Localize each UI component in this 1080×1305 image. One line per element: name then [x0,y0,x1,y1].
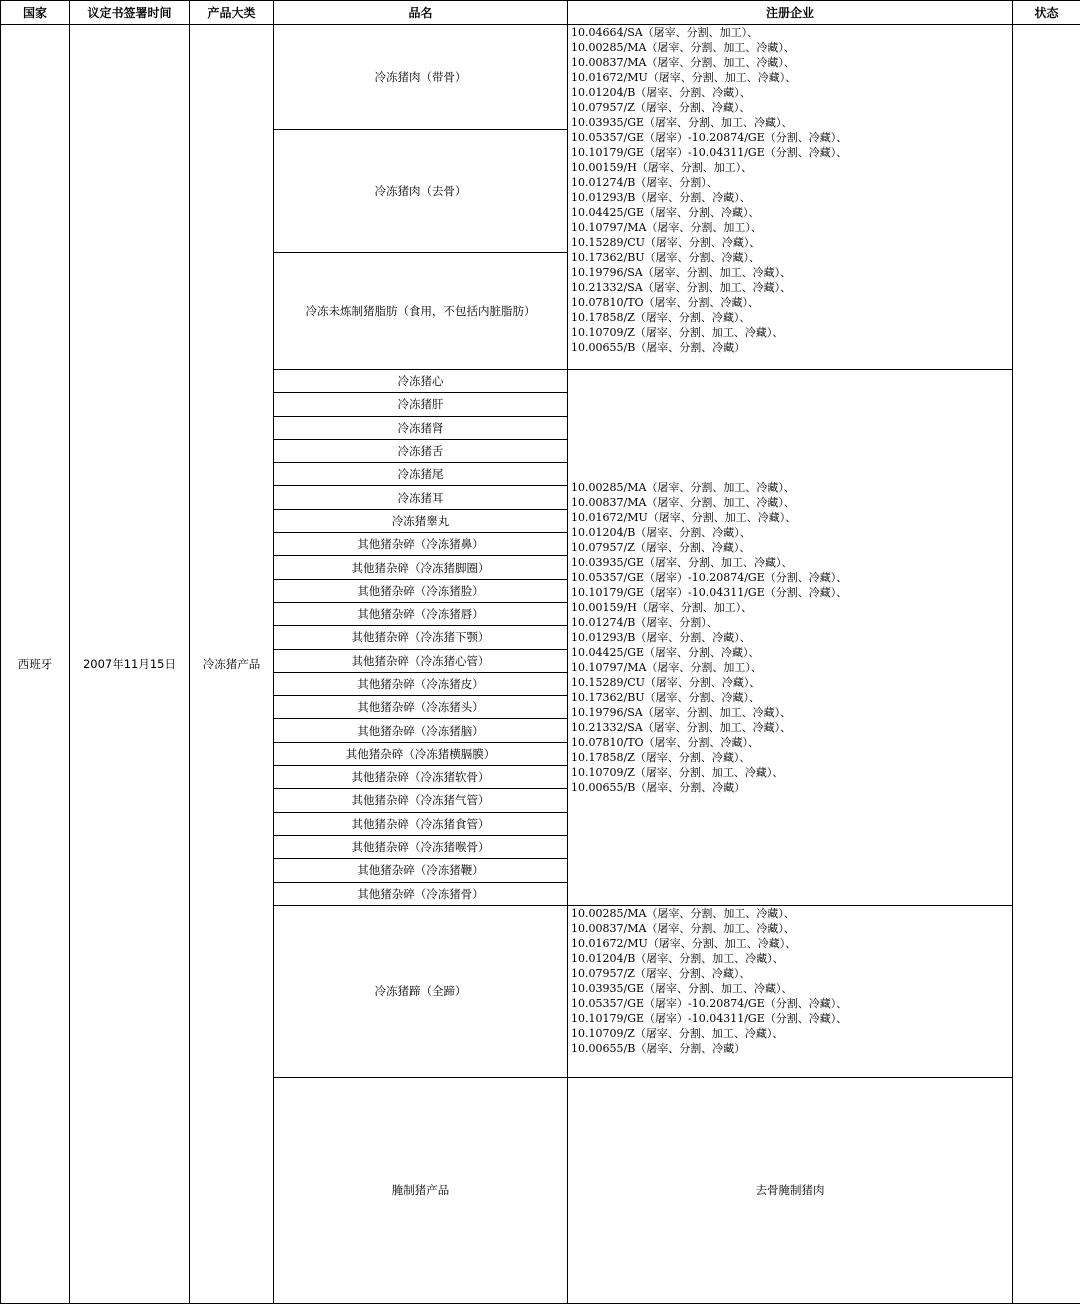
header-company: 注册企业 [568,1,1013,25]
company-entry: 10.19796/SA（屠宰、分割、加工、冷藏）、 [571,705,792,719]
company-entry: 10.03935/GE（屠宰、分割、加工、冷藏）、 [571,555,793,569]
product-name-cell: 冷冻猪肉（带骨） [274,25,568,130]
company-entry: 10.10179/GE（屠宰）-10.04311/GE（分割、冷藏）、 [571,585,848,599]
company-entry: 10.10709/Z（屠宰、分割、加工、冷藏）、 [571,1026,784,1040]
company-entry: 10.01293/B（屠宰、分割、冷藏）、 [571,630,751,644]
company-entry: 10.00285/MA（屠宰、分割、加工、冷藏）、 [571,906,795,920]
sign-date-cell: 2007年11月15日 [70,25,190,1304]
product-name-cell: 冷冻猪舌 [274,439,568,462]
product-name-cell: 其他猪杂碎（冷冻猪横膈膜） [274,742,568,765]
company-entry: 10.17362/BU（屠宰、分割、冷藏）、 [571,690,761,704]
product-name-cell: 冷冻猪心 [274,370,568,393]
header-product: 品名 [274,1,568,25]
product-name-cell: 其他猪杂碎（冷冻猪下颚） [274,626,568,649]
product-name-cell: 冷冻猪睾丸 [274,509,568,532]
company-entry: 10.01274/B（屠宰、分割）、 [571,176,718,189]
status-cell [1013,25,1080,1304]
company-entry: 10.04425/GE（屠宰、分割、冷藏）、 [571,645,760,659]
product-name-cell: 其他猪杂碎（冷冻猪鼻） [274,533,568,556]
company-entry: 10.04664/SA（屠宰、分割、加工）、 [571,26,759,39]
company-entry: 10.17858/Z（屠宰、分割、冷藏）、 [571,311,751,324]
product-name-cell: 其他猪杂碎（冷冻猪食管） [274,812,568,835]
company-entry: 10.07810/TO（屠宰、分割、冷藏）、 [571,296,760,309]
company-entry: 10.05357/GE（屠宰）-10.20874/GE（分割、冷藏）、 [571,131,848,144]
company-entry: 10.03935/GE（屠宰、分割、加工、冷藏）、 [571,981,793,995]
company-entry: 10.01293/B（屠宰、分割、冷藏）、 [571,191,751,204]
company-entry: 10.00837/MA（屠宰、分割、加工、冷藏）、 [571,921,795,935]
product-name-cell: 其他猪杂碎（冷冻猪气管） [274,789,568,812]
company-entry: 10.07810/TO（屠宰、分割、冷藏）、 [571,735,760,749]
company-entry: 10.01204/B（屠宰、分割、冷藏）、 [571,525,751,539]
company-entry: 10.07957/Z（屠宰、分割、冷藏）、 [571,101,751,114]
company-entry: 10.21332/SA（屠宰、分割、加工、冷藏）、 [571,281,792,294]
product-name-cell: 其他猪杂碎（冷冻猪软骨） [274,766,568,789]
company-list-cell [568,905,1013,1077]
header-category: 产品大类 [190,1,274,25]
product-name-cell: 冷冻猪肉（去骨） [274,130,568,253]
company-entry: 10.00837/MA（屠宰、分割、加工、冷藏）、 [571,56,795,69]
company-entry: 10.01204/B（屠宰、分割、冷藏）、 [571,86,751,99]
company-entry: 10.00655/B（屠宰、分割、冷藏） [571,1041,746,1055]
product-name-cell: 冷冻猪耳 [274,486,568,509]
product-name-cell: 其他猪杂碎（冷冻猪脸） [274,579,568,602]
company-entry: 10.00159/H（屠宰、分割、加工）、 [571,600,753,614]
category-frozen-cell: 冷冻猪产品 [190,25,274,1304]
company-entry: 10.01672/MU（屠宰、分割、加工、冷藏）、 [571,936,797,950]
company-entry: 10.15289/CU（屠宰、分割、冷藏）、 [571,236,761,249]
product-name-cell: 其他猪杂碎（冷冻猪脚圈） [274,556,568,579]
product-name-cell: 其他猪杂碎（冷冻猪皮） [274,672,568,695]
company-entry: 10.10797/MA（屠宰、分割、加工）、 [571,660,762,674]
product-name-cell: 其他猪杂碎（冷冻猪骨） [274,882,568,905]
company-entry: 10.19796/SA（屠宰、分割、加工、冷藏）、 [571,266,792,279]
product-name-cell: 其他猪杂碎（冷冻猪唇） [274,602,568,625]
company-entry: 10.10709/Z（屠宰、分割、加工、冷藏）、 [571,765,784,779]
company-entry: 10.00655/B（屠宰、分割、冷藏） [571,780,746,794]
country-cell: 西班牙 [1,25,70,1304]
product-name-cell: 其他猪杂碎（冷冻猪头） [274,696,568,719]
company-entry: 10.10709/Z（屠宰、分割、加工、冷藏）、 [571,326,784,339]
table-row [1,25,1080,130]
company-entry: 10.01672/MU（屠宰、分割、加工、冷藏）、 [571,510,797,524]
product-name-cell: 其他猪杂碎（冷冻猪鞭） [274,859,568,882]
company-entry: 10.01274/B（屠宰、分割）、 [571,615,718,629]
product-name-cell: 去骨腌制猪肉 [568,1077,1013,1303]
company-entry: 10.15289/CU（屠宰、分割、冷藏）、 [571,675,761,689]
product-name-cell: 其他猪杂碎（冷冻猪心管） [274,649,568,672]
company-entry: 10.01204/B（屠宰、分割、加工、冷藏）、 [571,951,784,965]
company-entry: 10.00655/B（屠宰、分割、冷藏） [571,341,746,354]
header-country: 国家 [1,1,70,25]
company-list-cell [568,370,1013,906]
header-sign-date: 议定书签署时间 [70,1,190,25]
product-name-cell: 冷冻猪肝 [274,393,568,416]
company-entry: 10.03935/GE（屠宰、分割、加工、冷藏）、 [571,116,793,129]
product-name-cell: 冷冻猪尾 [274,463,568,486]
company-entry: 10.00285/MA（屠宰、分割、加工、冷藏）、 [571,480,795,494]
company-entry: 10.17858/Z（屠宰、分割、冷藏）、 [571,750,751,764]
company-list-cell [568,25,1013,370]
company-entry: 10.10179/GE（屠宰）-10.04311/GE（分割、冷藏）、 [571,1011,848,1025]
product-name-cell: 冷冻猪蹄（全蹄） [274,905,568,1077]
company-entry: 10.05357/GE（屠宰）-10.20874/GE（分割、冷藏）、 [571,996,848,1010]
product-name-cell: 冷冻猪肾 [274,416,568,439]
category-cured-cell: 腌制猪产品 [274,1077,568,1303]
product-name-cell: 其他猪杂碎（冷冻猪脑） [274,719,568,742]
company-entry: 10.00159/H（屠宰、分割、加工）、 [571,161,753,174]
company-entry: 10.05357/GE（屠宰）-10.20874/GE（分割、冷藏）、 [571,570,848,584]
company-entry: 10.21332/SA（屠宰、分割、加工、冷藏）、 [571,720,792,734]
company-entry: 10.10179/GE（屠宰）-10.04311/GE（分割、冷藏）、 [571,146,848,159]
company-entry: 10.04425/GE（屠宰、分割、冷藏）、 [571,206,760,219]
company-entry: 10.01672/MU（屠宰、分割、加工、冷藏）、 [571,71,797,84]
header-status: 状态 [1013,1,1080,25]
company-entry: 10.00837/MA（屠宰、分割、加工、冷藏）、 [571,495,795,509]
company-entry: 10.17362/BU（屠宰、分割、冷藏）、 [571,251,761,264]
company-entry: 10.07957/Z（屠宰、分割、冷藏）、 [571,540,751,554]
company-entry: 10.10797/MA（屠宰、分割、加工）、 [571,221,762,234]
product-name-cell: 其他猪杂碎（冷冻猪喉骨） [274,835,568,858]
header-row [1,1,1080,25]
company-entry: 10.00285/MA（屠宰、分割、加工、冷藏）、 [571,41,795,54]
product-name-cell: 冷冻未炼制猪脂肪（食用，不包括内脏脂肪） [274,253,568,370]
company-entry: 10.07957/Z（屠宰、分割、冷藏）、 [571,966,751,980]
